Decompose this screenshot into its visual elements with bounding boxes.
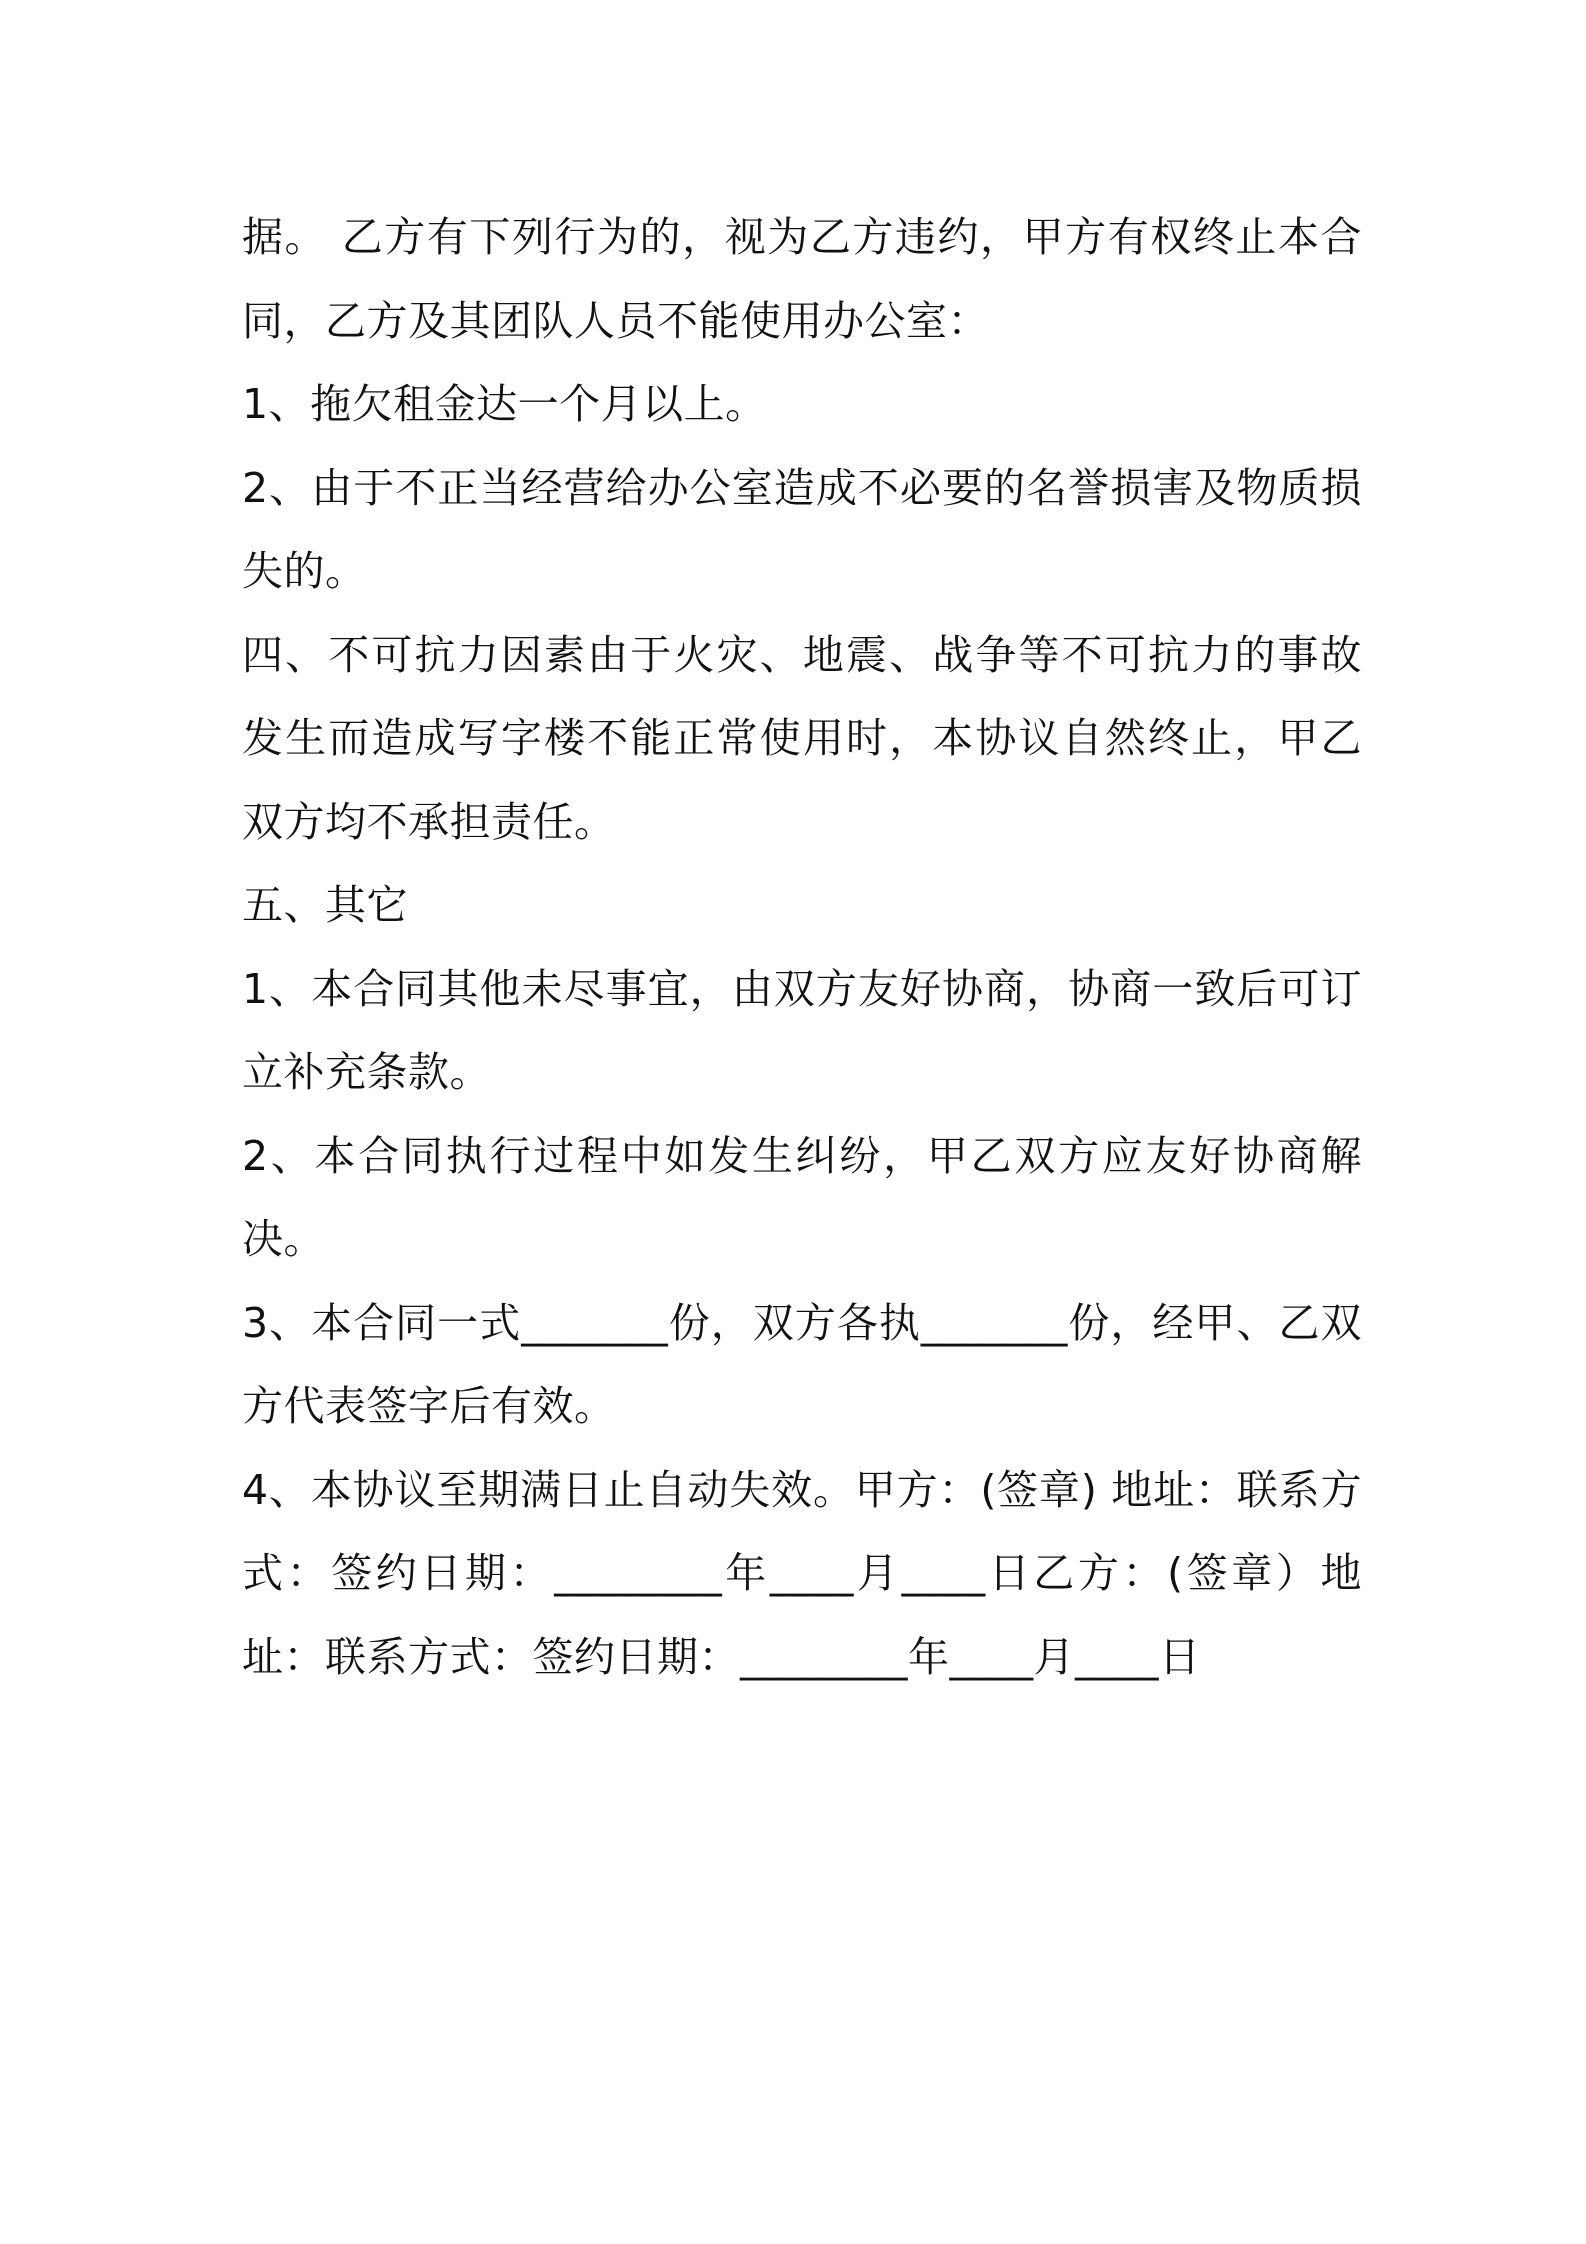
- paragraph-force-majeure: 四、不可抗力因素由于火灾、地震、战争等不可抗力的事故发生而造成写字楼不能正常使用时，本协议自然终止，甲乙双方均不承担责任。: [242, 630, 1362, 846]
- paragraph-improper-operation: 2、由于不正当经营给办公室造成不必要的名誉损害及物质损失的。: [242, 463, 1362, 595]
- paragraph-supplementary-terms: 1、本合同其他未尽事宜，由双方友好协商，协商一致后可订立补充条款。: [242, 964, 1362, 1096]
- paragraph-breach-clause: 据。 乙方有下列行为的，视为乙方违约，甲方有权终止本合同，乙方及其团队人员不能使用办公室：: [242, 213, 1362, 345]
- paragraph-signatures: 4、本协议至期满日止自动失效。甲方：(签章) 地址：联系方式：签约日期：________年____月____日乙方：(签章）地址：联系方式：签约日期：________年____月____日: [242, 1465, 1362, 1681]
- section-heading-other: 五、其它: [242, 881, 408, 929]
- paragraph-copies: 3、本合同一式_______份，双方各执_______份，经甲、乙双方代表签字后有效。: [242, 1298, 1362, 1430]
- paragraph-dispute-resolution: 2、本合同执行过程中如发生纠纷，甲乙双方应友好协商解决。: [242, 1131, 1362, 1263]
- document-body: [242, 196, 1362, 1699]
- paragraph-rent-arrears: 1、拖欠租金达一个月以上。: [242, 380, 767, 428]
